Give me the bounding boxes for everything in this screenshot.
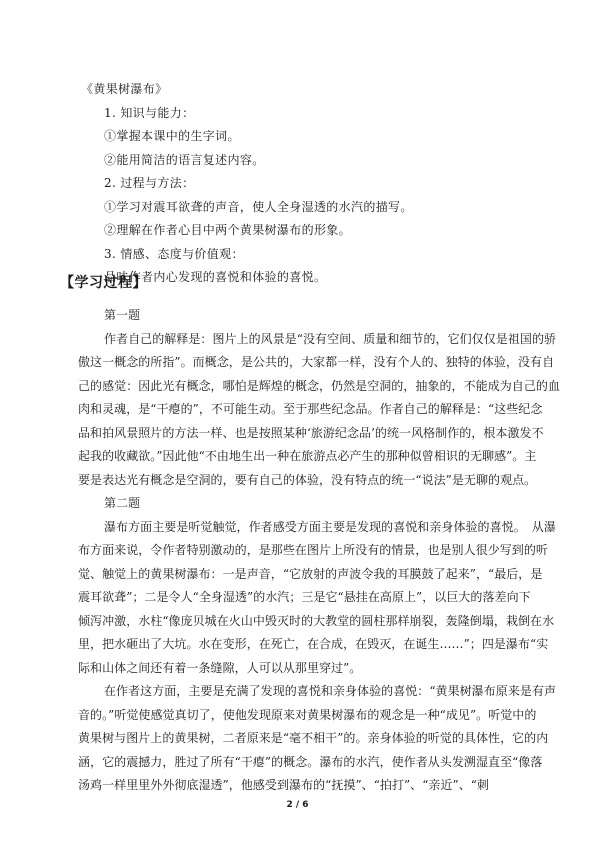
page-number: 2 / 6 xyxy=(286,800,309,810)
objective-item: ①学习对震耳欲聋的声音，使人全身湿透的水汽的描写。 xyxy=(104,199,413,214)
question-1 xyxy=(78,304,561,492)
objective-heading: 1. 知识与能力： xyxy=(104,105,195,120)
paragraph-line: 要是表达光有概念是空洞的，要有自己的体验，没有特点的统一“说法”是无聊的观点。 xyxy=(78,472,537,487)
paragraph-line: 倾泻冲激，水柱“像庞贝城在火山中毁灭时的大教堂的圆柱那样崩裂，轰隆倒塌，栽倒在水 xyxy=(78,613,555,628)
paragraph-line: 作者自己的解释是：图片上的风景是“没有空间、质量和细节的，它们仅仅是祖国的骄 xyxy=(104,331,557,346)
paragraph-line: 觉、触觉上的黄果树瀑布：一是声音，“它放射的声波令我的耳膜鼓了起来”，“最后，是 xyxy=(78,566,543,581)
section-heading: 【学习过程】 xyxy=(60,275,147,291)
objective-heading: 2. 过程与方法： xyxy=(104,176,195,190)
objective-heading: 3. 情感、态度与价值观： xyxy=(104,246,244,261)
objectives-block xyxy=(78,78,518,290)
paragraph-line: 瀑布方面主要是听觉触觉，作者感受方面主要是发现的喜悦和亲身体验的喜悦。 从瀑 xyxy=(104,519,556,534)
paragraph-line: 黄果树与图片上的黄果树，二者原来是“毫不相干”的。亲身体验的听觉的具体性，它的内 xyxy=(78,731,549,745)
lesson-title: 《黄果树瀑布》 xyxy=(81,82,168,96)
objective-item: 品味作者内心发现的喜悦和体验的喜悦。 xyxy=(104,270,327,284)
paragraph-line: 际和山体之间还有着一条缝隙，人可以从那里穿过”。 xyxy=(78,660,362,675)
paragraph-line: 傲这一概念的所指”。而概念，是公共的，大家都一样，没有个人的、独特的体验，没有自 xyxy=(78,355,555,369)
paragraph-line: 震耳欲聋”；二是令人“全身湿透”的水汽；三是它“悬挂在高原上”，以巨大的落差向下 xyxy=(78,590,531,604)
paragraph-line: 布方面来说，令作者特别激动的，是那些在图片上所没有的情景，也是别人很少写到的听 xyxy=(78,543,548,557)
paragraph-line: 音的。”听觉使感觉真切了，使他发现原来对黄果树瀑布的观念是一种“成见”。听觉中的 xyxy=(78,707,537,722)
question-title: 第一题 xyxy=(104,308,141,322)
paragraph-line: 肉和灵魂，是“干瘪的”，不可能生动。至于那些纪念品。作者自己的解释是：“这些纪念 xyxy=(78,402,543,416)
paragraph-line: 里，把水砸出了大坑。水在变形，在死亡，在合成，在毁灭，在诞生……”；四是瀑布“实 xyxy=(78,637,549,651)
objective-item: ①掌握本课中的生字词。 xyxy=(104,129,240,143)
paragraph-line: 己的感觉：因此光有概念，哪怕是辉煌的概念，仍然是空洞的，抽象的，不能成为自己的血 xyxy=(78,378,561,393)
paragraph-line: 汤鸡一样里里外外彻底湿透”，他感受到瀑布的“抚摸”、“拍打”、“亲近”、“刺 xyxy=(78,778,489,792)
paragraph-line: 在作者这方面，主要是充满了发现的喜悦和亲身体验的喜悦：“黄果树瀑布原来是有声 xyxy=(104,684,557,698)
paragraph-line: 起我的收藏欲。”因此他“不由地生出一种在旅游点必产生的那种似曾相识的无聊感”。主 xyxy=(78,449,537,463)
question-2 xyxy=(78,492,557,798)
paragraph-line: 品和拍风景照片的方法一样、也是按照某种‘旅游纪念品’的统一风格制作的，根本激发不 xyxy=(78,425,544,440)
paragraph-line: 涵，它的震撼力，胜过了所有“干瘪”的概念。瀑布的水汽，使作者从头发溯湿直至“像落 xyxy=(78,754,543,769)
objective-item: ②能用简洁的语言复述内容。 xyxy=(104,152,265,167)
question-title: 第二题 xyxy=(104,496,141,510)
objective-item: ②理解在作者心目中两个黄果树瀑布的形象。 xyxy=(104,223,352,237)
